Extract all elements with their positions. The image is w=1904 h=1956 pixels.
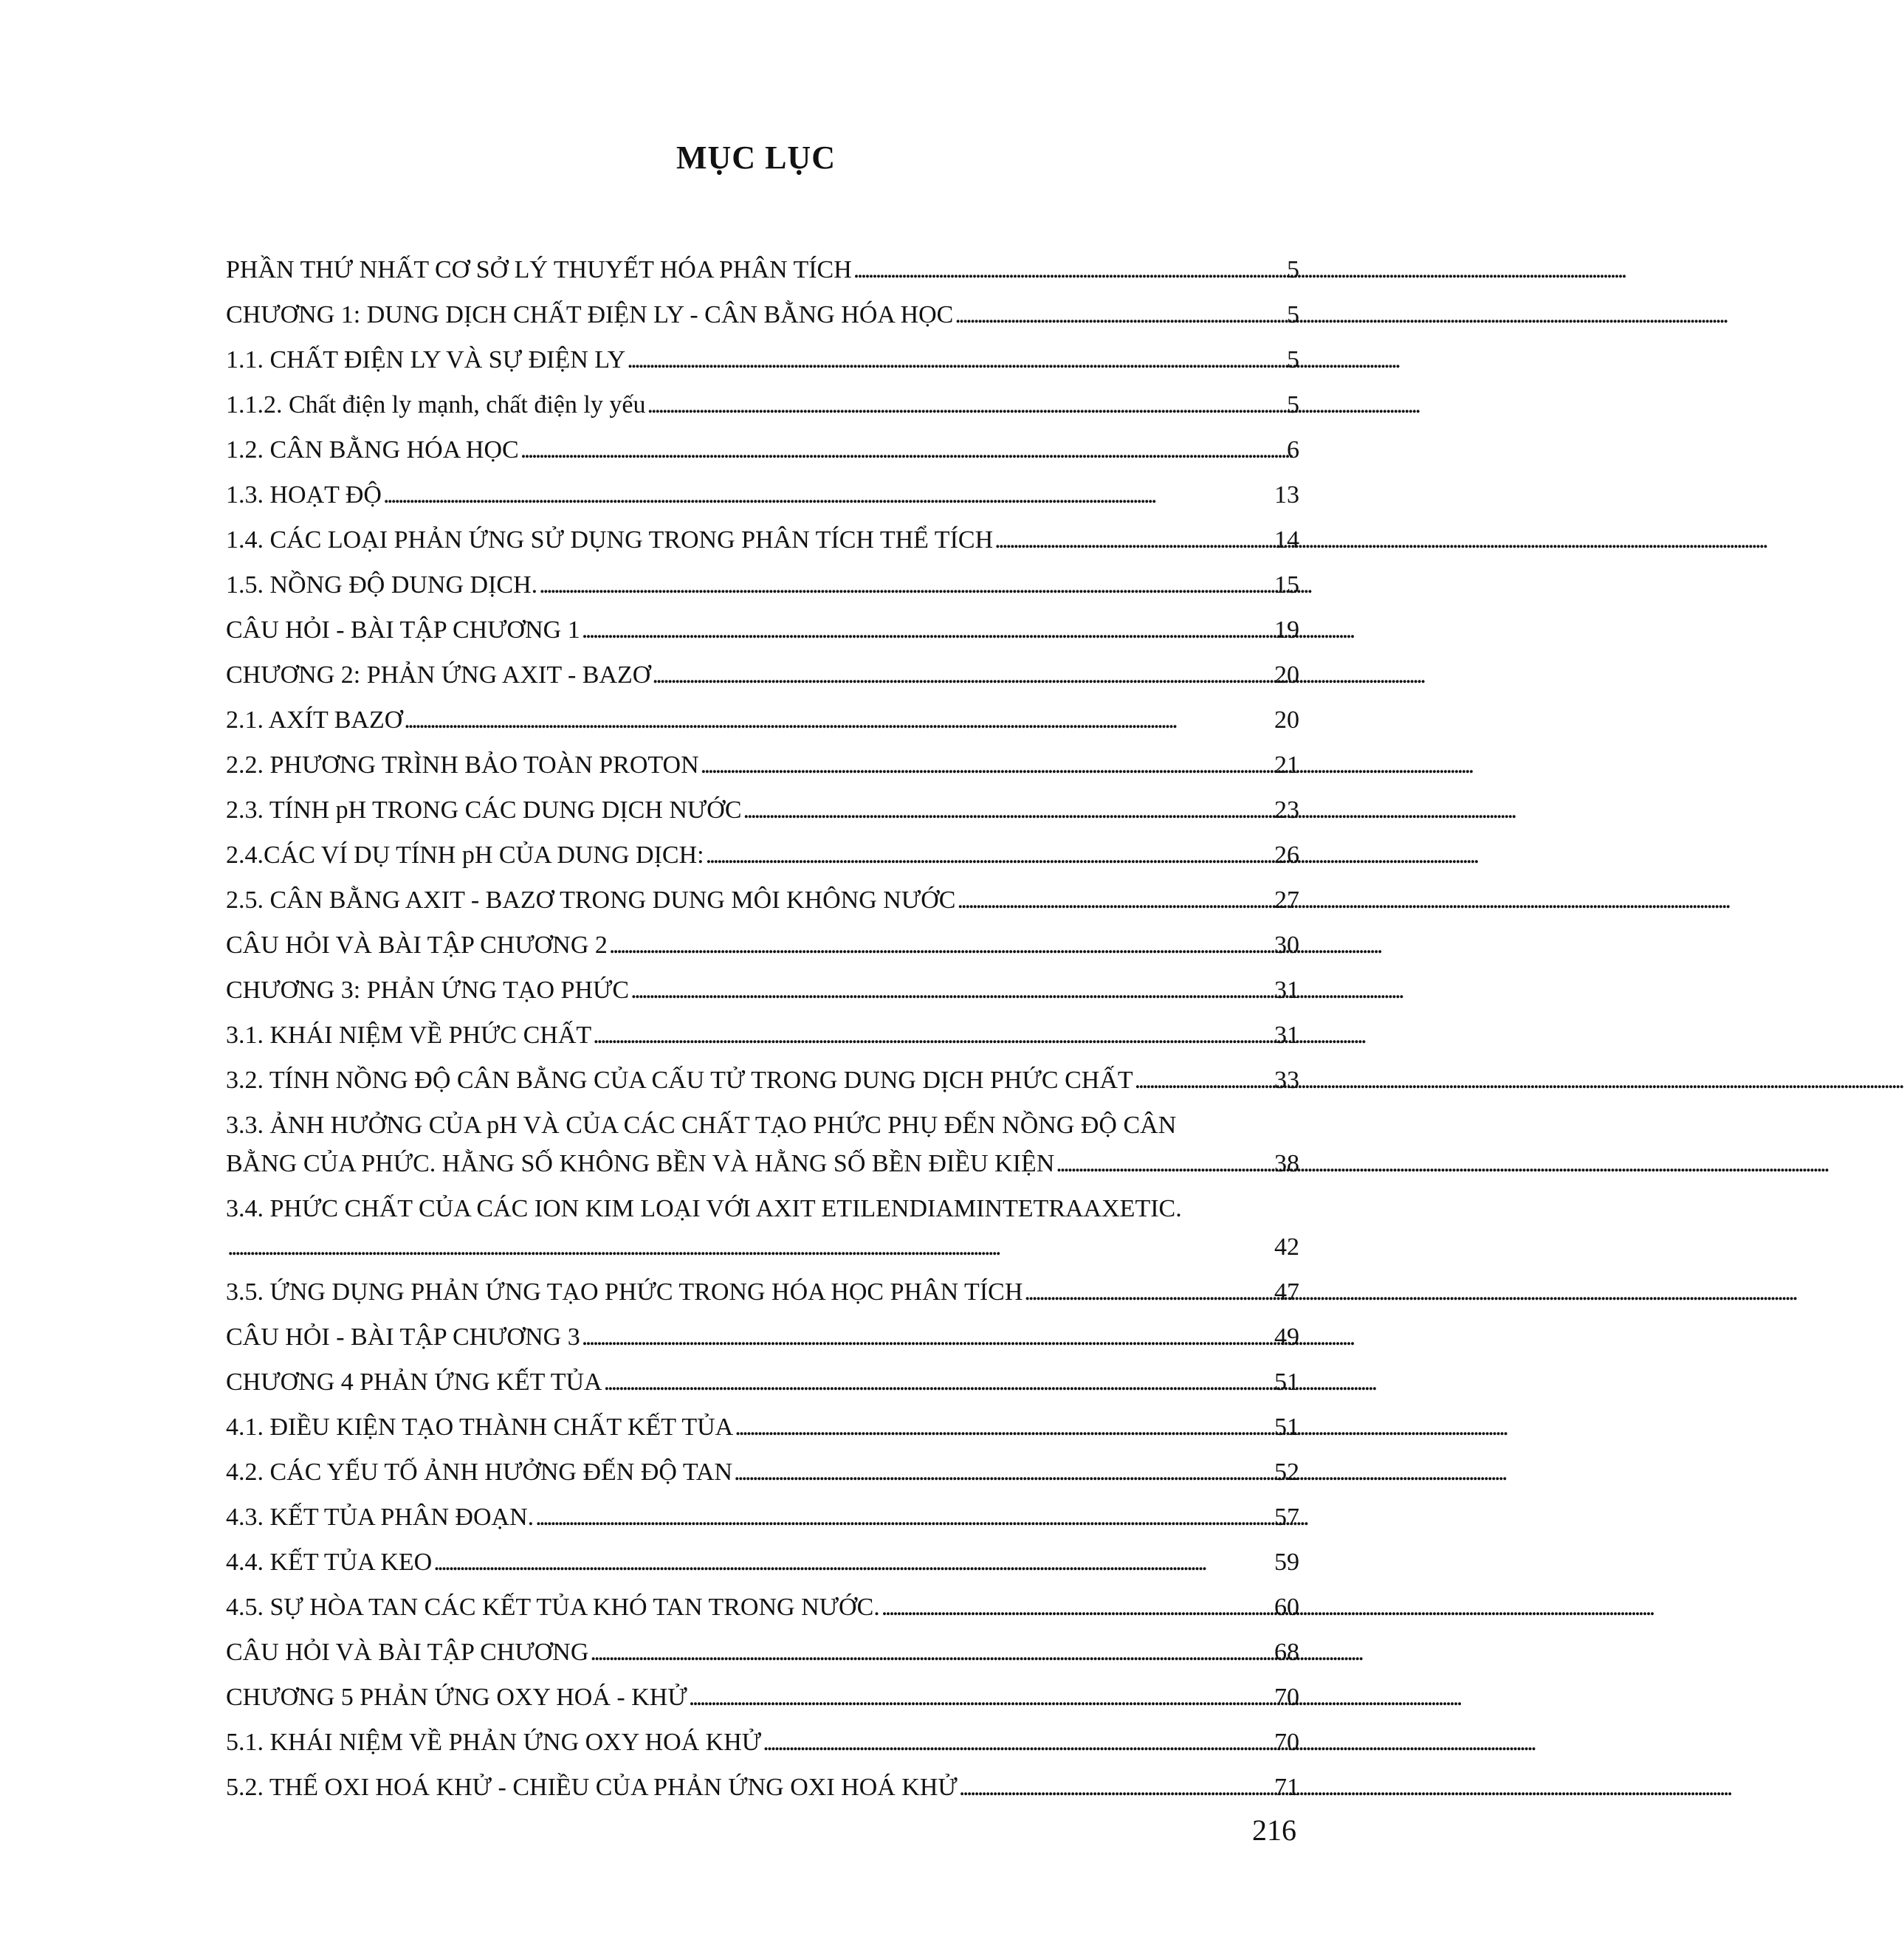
toc-dot-leader (958, 1769, 1274, 1807)
toc-entry-line (226, 1145, 1299, 1183)
toc-entry-line (226, 611, 1299, 650)
toc-dot-leader (588, 1633, 1274, 1672)
toc-entry[interactable] (226, 296, 1299, 334)
toc-entry-line (226, 1273, 1299, 1312)
toc-entry-title-line1: 3.4. PHỨC CHẤT CỦA CÁC ION KIM LOẠI VỚI AXIT ETILENDIAMINTETRAAXETIC. (226, 1195, 1182, 1222)
toc-entry-line (226, 926, 1299, 965)
toc-dot-leader (1023, 1273, 1274, 1312)
toc-dot-leader (591, 1016, 1274, 1055)
toc-entry[interactable] (226, 611, 1299, 650)
toc-dot-leader (687, 1678, 1274, 1717)
toc-entry-page: 20 (1274, 661, 1299, 689)
toc-entry-title: 3.5. ỨNG DỤNG PHẢN ỨNG TẠO PHỨC TRONG HÓA HỌC PHÂN TÍCH (226, 1278, 1023, 1306)
toc-entry-title: CHƯƠNG 1: DUNG DỊCH CHẤT ĐIỆN LY - CÂN BẰNG HÓA HỌC (226, 301, 954, 328)
toc-entry-title: CHƯƠNG 3: PHẢN ỨNG TẠO PHỨC (226, 977, 630, 1004)
toc-dot-leader (733, 1408, 1274, 1447)
toc-entry[interactable] (226, 566, 1299, 605)
toc-entry[interactable] (226, 1363, 1299, 1402)
toc-entry-title: 4.4. KẾT TỦA KEO (226, 1549, 433, 1576)
toc-entry-title: 2.3. TÍNH pH TRONG CÁC DUNG DỊCH NƯỚC (226, 796, 742, 824)
toc-entry-line (226, 386, 1299, 424)
toc-entry-page: 19 (1274, 616, 1299, 644)
toc-entry-title: PHẦN THỨ NHẤT CƠ SỞ LÝ THUYẾT HÓA PHÂN TÍCH (226, 256, 852, 283)
toc-entry-line (226, 431, 1299, 469)
toc-entry-title: 2.1. AXÍT BAZƠ (226, 706, 403, 734)
toc-entry-title: 2.5. CÂN BẰNG AXIT - BAZƠ TRONG DUNG MÔI KHÔNG NƯỚC (226, 886, 956, 914)
toc-dot-leader (226, 1228, 1274, 1267)
toc-entry[interactable] (226, 746, 1299, 785)
toc-entry-title: CHƯƠNG 4 PHẢN ỨNG KẾT TỦA (226, 1368, 602, 1396)
toc-entry-page: 70 (1274, 1684, 1299, 1711)
toc-entry-page: 13 (1274, 481, 1299, 509)
toc-entry-page: 51 (1274, 1368, 1299, 1396)
toc-entry[interactable] (226, 476, 1299, 514)
toc-entry-page: 71 (1274, 1774, 1299, 1801)
toc-entry-page: 26 (1274, 841, 1299, 869)
toc-dot-leader (432, 1543, 1274, 1582)
toc-dot-leader (625, 341, 1287, 379)
toc-entry-page: 33 (1274, 1067, 1299, 1094)
toc-entry-page: 60 (1274, 1594, 1299, 1621)
toc-dot-leader (629, 971, 1274, 1010)
toc-entry[interactable] (226, 341, 1299, 379)
toc-entry-page: 38 (1274, 1150, 1299, 1177)
toc-entry-title: 2.2. PHƯƠNG TRÌNH BẢO TOÀN PROTON (226, 751, 699, 779)
toc-entry[interactable] (226, 791, 1299, 830)
toc-entry[interactable] (226, 386, 1299, 424)
toc-entry[interactable] (226, 1106, 1299, 1183)
toc-entry-page: 52 (1274, 1459, 1299, 1486)
toc-entry-line (226, 971, 1299, 1010)
toc-dot-leader (537, 566, 1274, 605)
toc-entry-title: 1.1.2. Chất điện ly mạnh, chất điện ly yếu (226, 391, 646, 419)
toc-entry-line (226, 1228, 1299, 1267)
toc-entry[interactable] (226, 1769, 1299, 1807)
toc-entry-line (226, 1678, 1299, 1717)
table-of-contents (226, 251, 1299, 1814)
toc-dot-leader (880, 1588, 1274, 1627)
toc-entry[interactable] (226, 881, 1299, 920)
toc-entry-line (226, 1588, 1299, 1627)
toc-entry[interactable] (226, 701, 1299, 740)
toc-dot-leader (402, 701, 1274, 740)
toc-entry-line (226, 566, 1299, 605)
toc-entry[interactable] (226, 656, 1299, 695)
toc-entry-line (226, 1543, 1299, 1582)
toc-entry[interactable] (226, 1543, 1299, 1582)
toc-entry-title: CÂU HỎI - BÀI TẬP CHƯƠNG 1 (226, 616, 580, 644)
toc-entry-title: 1.3. HOẠT ĐỘ (226, 481, 382, 509)
toc-entry-page: 68 (1274, 1639, 1299, 1666)
toc-entry-page: 20 (1274, 706, 1299, 734)
toc-dot-leader (580, 1318, 1274, 1357)
toc-entry[interactable] (226, 1588, 1299, 1627)
toc-entry-title: 5.2. THẾ OXI HOÁ KHỬ - CHIỀU CỦA PHẢN ỨNG OXI HOÁ KHỬ (226, 1774, 958, 1801)
toc-entry[interactable] (226, 1408, 1299, 1447)
toc-entry-line (226, 1408, 1299, 1447)
toc-dot-leader (645, 386, 1287, 424)
toc-entry-line (226, 1723, 1299, 1762)
toc-entry-page: 51 (1274, 1413, 1299, 1441)
toc-entry-title: CÂU HỎI VÀ BÀI TẬP CHƯƠNG (226, 1639, 589, 1666)
toc-dot-leader (732, 1453, 1274, 1492)
toc-entry-page: 59 (1274, 1549, 1299, 1576)
toc-entry-title: CHƯƠNG 2: PHẢN ỨNG AXIT - BAZƠ (226, 661, 651, 689)
toc-entry-line (226, 1363, 1299, 1402)
toc-entry-line (226, 296, 1299, 334)
toc-entry-page: 31 (1274, 977, 1299, 1004)
toc-dot-leader (852, 251, 1287, 289)
toc-entry-line (226, 836, 1299, 875)
toc-entry-line (226, 656, 1299, 695)
toc-entry-line (226, 251, 1299, 289)
toc-entry-line (226, 746, 1299, 785)
toc-dot-leader (955, 881, 1274, 920)
toc-entry-page: 57 (1274, 1504, 1299, 1531)
toc-entry-title: 1.2. CÂN BẰNG HÓA HỌC (226, 436, 519, 464)
toc-entry[interactable] (226, 1723, 1299, 1762)
toc-entry-page: 27 (1274, 886, 1299, 914)
toc-entry-page: 21 (1274, 751, 1299, 779)
toc-entry-title: 4.3. KẾT TỦA PHÂN ĐOẠN. (226, 1504, 535, 1531)
toc-entry-title: CHƯƠNG 5 PHẢN ỨNG OXY HOÁ - KHỬ (226, 1684, 687, 1711)
toc-dot-leader (602, 1363, 1274, 1402)
toc-entry-line (226, 1453, 1299, 1492)
toc-entry-page: 47 (1274, 1278, 1299, 1306)
toc-entry-title: 4.5. SỰ HÒA TAN CÁC KẾT TỦA KHÓ TAN TRONG NƯỚC. (226, 1594, 880, 1621)
toc-entry-page: 5 (1287, 391, 1299, 419)
toc-entry[interactable] (226, 1318, 1299, 1357)
toc-entry-title: 2.4.CÁC VÍ DỤ TÍNH pH CỦA DUNG DỊCH: (226, 841, 704, 869)
toc-entry-title: 1.4. CÁC LOẠI PHẢN ỨNG SỬ DỤNG TRONG PHÂN TÍCH THỂ TÍCH (226, 526, 994, 554)
toc-entry-line (226, 881, 1299, 920)
toc-entry[interactable] (226, 1633, 1299, 1672)
toc-entry-title: 3.2. TÍNH NỒNG ĐỘ CÂN BẰNG CỦA CẤU TỬ TRONG DUNG DỊCH PHỨC CHẤT (226, 1067, 1133, 1094)
toc-entry-line (226, 521, 1299, 559)
toc-entry-page: 42 (1274, 1233, 1299, 1261)
toc-entry[interactable] (226, 1498, 1299, 1537)
toc-dot-leader (519, 431, 1287, 469)
toc-dot-leader (742, 791, 1274, 830)
toc-dot-leader (1133, 1061, 1274, 1100)
toc-entry-title: 1.5. NỒNG ĐỘ DUNG DỊCH. (226, 571, 538, 599)
toc-dot-leader (953, 296, 1287, 334)
toc-entry-page: 5 (1287, 301, 1299, 328)
toc-entry-title: 4.1. ĐIỀU KIỆN TẠO THÀNH CHẤT KẾT TỦA (226, 1413, 734, 1441)
toc-entry-line (226, 1016, 1299, 1055)
toc-entry-page: 6 (1287, 436, 1299, 464)
toc-dot-leader (534, 1498, 1274, 1537)
toc-entry-title: 4.2. CÁC YẾU TỐ ẢNH HƯỞNG ĐẾN ĐỘ TAN (226, 1459, 733, 1486)
toc-entry-title: 1.1. CHẤT ĐIỆN LY VÀ SỰ ĐIỆN LY (226, 346, 626, 373)
page-number: 216 (1252, 1814, 1296, 1847)
toc-entry-title: CÂU HỎI - BÀI TẬP CHƯƠNG 3 (226, 1323, 580, 1351)
toc-entry-line (226, 476, 1299, 514)
toc-dot-leader (382, 476, 1274, 514)
toc-dot-leader (993, 521, 1274, 559)
toc-entry-title: CÂU HỎI VÀ BÀI TẬP CHƯƠNG 2 (226, 931, 608, 959)
toc-entry-page: 23 (1274, 796, 1299, 824)
page-title: MỤC LỤC (676, 140, 836, 176)
toc-entry-page: 14 (1274, 526, 1299, 554)
toc-entry-page: 70 (1274, 1729, 1299, 1756)
toc-dot-leader (761, 1723, 1274, 1762)
toc-entry[interactable] (226, 836, 1299, 875)
toc-entry-line (226, 1061, 1299, 1100)
toc-entry[interactable] (226, 431, 1299, 469)
toc-dot-leader (699, 746, 1274, 785)
toc-entry-line (226, 1633, 1299, 1672)
toc-entry[interactable] (226, 521, 1299, 559)
toc-entry-line (226, 1769, 1299, 1807)
toc-entry-line (226, 1498, 1299, 1537)
toc-entry-page: 30 (1274, 931, 1299, 959)
toc-entry-line (226, 341, 1299, 379)
toc-entry[interactable] (226, 1061, 1299, 1100)
toc-dot-leader (704, 836, 1274, 875)
toc-entry-title: BẰNG CỦA PHỨC. HẰNG SỐ KHÔNG BỀN VÀ HẰNG SỐ BỀN ĐIỀU KIỆN (226, 1150, 1055, 1177)
toc-entry[interactable] (226, 926, 1299, 965)
toc-entry[interactable] (226, 1273, 1299, 1312)
toc-entry[interactable] (226, 1016, 1299, 1055)
toc-entry[interactable] (226, 971, 1299, 1010)
toc-entry[interactable] (226, 1453, 1299, 1492)
toc-entry-page: 5 (1287, 346, 1299, 373)
toc-entry[interactable] (226, 251, 1299, 289)
toc-entry-title: 5.1. KHÁI NIỆM VỀ PHẢN ỨNG OXY HOÁ KHỬ (226, 1729, 762, 1756)
toc-entry-line (226, 791, 1299, 830)
toc-entry-page: 49 (1274, 1323, 1299, 1351)
toc-entry[interactable] (226, 1190, 1299, 1267)
toc-dot-leader (1054, 1145, 1274, 1183)
toc-entry[interactable] (226, 1678, 1299, 1717)
toc-entry-title-line1: 3.3. ẢNH HƯỞNG CỦA pH VÀ CỦA CÁC CHẤT TẠO PHỨC PHỤ ĐẾN NỒNG ĐỘ CÂN (226, 1112, 1177, 1139)
toc-entry-line (226, 701, 1299, 740)
toc-dot-leader (608, 926, 1274, 965)
toc-entry-title: 3.1. KHÁI NIỆM VỀ PHỨC CHẤT (226, 1022, 592, 1049)
toc-entry-line (226, 1318, 1299, 1357)
toc-entry-page: 15 (1274, 571, 1299, 599)
toc-entry-page: 5 (1287, 256, 1299, 283)
toc-entry-page: 31 (1274, 1022, 1299, 1049)
toc-dot-leader (580, 611, 1274, 650)
toc-dot-leader (650, 656, 1274, 695)
